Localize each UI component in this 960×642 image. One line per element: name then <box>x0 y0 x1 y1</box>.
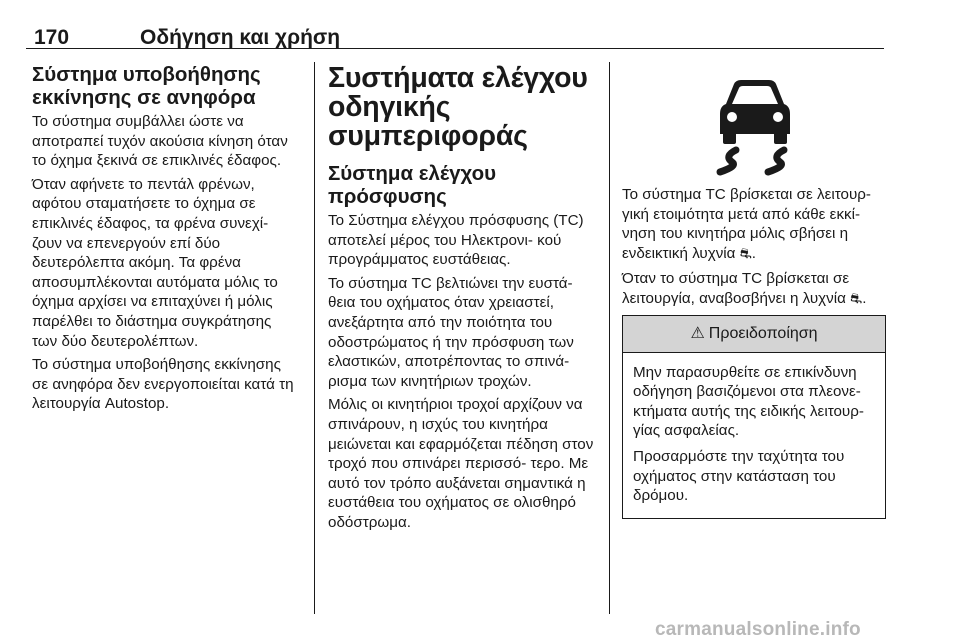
warning-paragraph: Προσαρμόστε την ταχύτητα του οχήματος στην κατάσταση του δρόμου. <box>633 447 845 505</box>
column-traction-control-info <box>622 62 887 519</box>
watermark: carmanualsonline.info <box>655 619 861 640</box>
column-divider-2 <box>609 62 610 614</box>
page-title: Οδήγηση και χρήση <box>140 26 341 49</box>
page-number: 170 <box>34 26 70 49</box>
paragraph: Το σύστημα συμβάλλει ώστε να αποτραπεί τυχόν ακούσια κίνηση όταν το όχημα ξεκινά σε επικλινές έδαφος. <box>32 113 288 170</box>
tc-lamp-icon: ⛐ <box>850 289 863 306</box>
subsection-heading-traction-control: Σύστημα ελέγχου πρόσφυσης <box>328 162 497 208</box>
tc-lamp-icon: ⛐ <box>739 244 752 261</box>
section-heading-driving-control: Συστήματα ελέγχου οδηγικής συμπεριφοράς <box>328 62 588 152</box>
section-heading-hill-start: Σύστημα υποβοήθησης εκκίνησης σε ανηφόρα <box>32 63 261 109</box>
paragraph: Το σύστημα TC βελτιώνει την ευστά‐ θεια του οχήματος όταν χρειαστεί, ανεξάρτητα από την ποιότητα του οδοστρώματος ή την πρόσφυση των ελαστικών, αποτρέποντας το σπινά‐ ρισμα των κινητήριων τροχών. <box>328 274 574 390</box>
warning-box <box>622 315 886 519</box>
warning-body <box>623 353 885 518</box>
paragraph: Το Σύστημα ελέγχου πρόσφυσης (TC) αποτελεί μέρος του Ηλεκτρονι‐ κού προγράμματος ευστάθειας. <box>328 212 584 269</box>
paragraph-tc-active: Όταν το σύστημα TC βρίσκεται σε λειτουργία, αναβοσβήνει η λυχνία ⛐. <box>622 270 867 307</box>
warning-paragraph: Μην παρασυρθείτε σε επικίνδυνη οδήγηση βασιζόμενοι στα πλεονε‐ κτήματα αυτής της ειδικής λειτουρ‐ γίας ασφαλείας. <box>633 363 864 440</box>
warning-header <box>623 316 885 353</box>
page-header <box>26 14 884 49</box>
column-driving-control-systems <box>328 64 596 537</box>
warning-title: Προειδοποίηση <box>708 324 818 342</box>
column-hill-start-assist <box>32 64 300 418</box>
warning-triangle-icon: ⚠ <box>690 324 705 342</box>
paragraph: Το σύστημα υποβοήθησης εκκίνησης σε ανηφόρα δεν ενεργοποιείται κατά τη λειτουργία Autostop. <box>32 356 294 413</box>
traction-control-icon <box>624 62 886 177</box>
paragraph: Μόλις οι κινητήριοι τροχοί αρχίζουν να σπινάρουν, η ισχύς του κινητήρα μειώνεται και εφαρμόζεται πέδηση στον τροχό που σπινάρει περισσό‐ τερο. Με αυτό τον τρόπο αυξάνεται σημαντικά η ευστάθεια του οχήματος σε ολισθηρό οδόστρωμα. <box>328 396 594 531</box>
paragraph: Όταν αφήνετε το πεντάλ φρένων, αφότου σταματήσετε το όχημα σε επικλινές έδαφος, τα φρένα συνεχί‐ ζουν να επενεργούν επί δύο δευτερόλεπτα ακόμη. Τα φρένα αποσυμπλέκονται αυτόματα μόλις το όχημα αρχίσει να επιταχύνει ή μόλις παρέλθει το διάστημα συγκράτησης των δύο δευτερολέπτων. <box>32 175 278 350</box>
paragraph-tc-ready: Το σύστημα TC βρίσκεται σε λειτουρ‐ γική ετοιμότητα μετά από κάθε εκκί‐ νηση του κινητήρα μόλις σβήσει η ενδεικτική λυχνία ⛐. <box>622 186 871 262</box>
column-divider-1 <box>314 62 315 614</box>
